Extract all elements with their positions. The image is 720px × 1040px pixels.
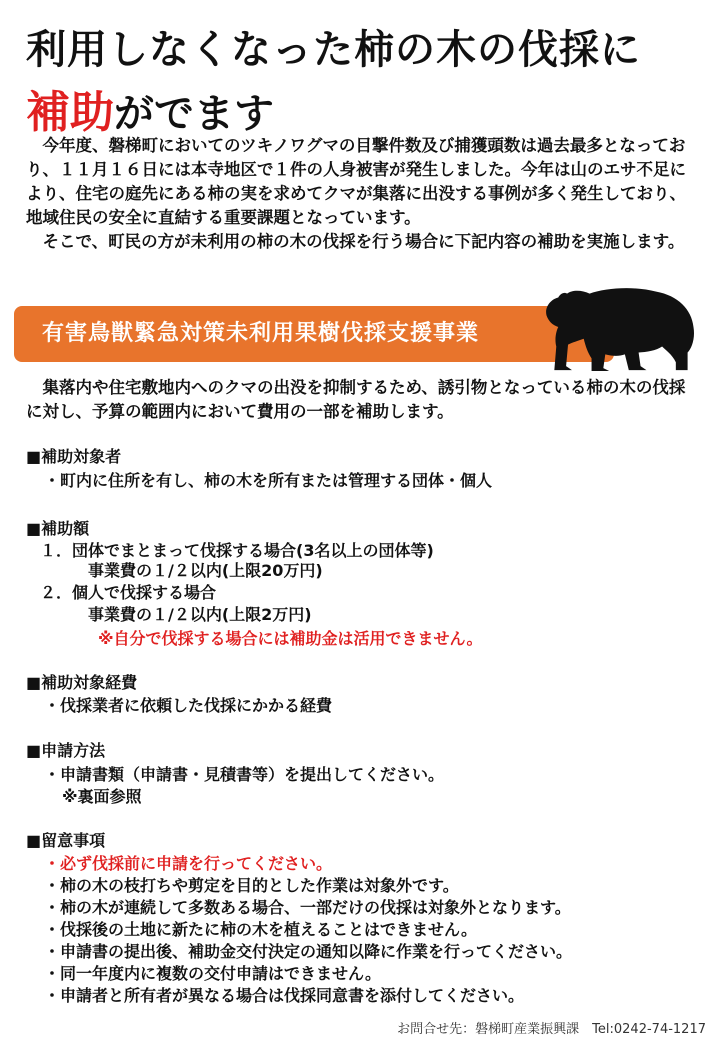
notes-item: ・必ず伐採前に申請を行ってください。: [44, 854, 333, 873]
amount-item-1: １．団体でまとまって伐採する場合(3名以上の団体等): [40, 541, 434, 560]
program-banner: [14, 306, 614, 362]
notes-item: ・申請者と所有者が異なる場合は伐採同意書を添付してください。: [44, 986, 525, 1005]
amount-item-1-detail: 事業費の１/２以内(上限20万円): [88, 561, 323, 580]
section-heading-amount: ■補助額: [26, 519, 90, 538]
amount-note: ※自分で伐採する場合には補助金は活用できません。: [98, 629, 483, 648]
apply-item: ・申請書類（申請書・見積書等）を提出してください。: [44, 765, 445, 784]
target-item: ・町内に住所を有し、柿の木を所有または管理する団体・個人: [44, 471, 493, 490]
title-highlight: 補助: [26, 87, 114, 138]
intro-text: [26, 134, 686, 254]
contact-footer: お問合せ先：磐梯町産業振興課 Tel:0242-74-1217: [397, 1022, 706, 1037]
notes-item: ・申請書の提出後、補助金交付決定の通知以降に作業を行ってください。: [44, 942, 573, 961]
page-title-line2: [26, 76, 274, 140]
bear-icon: [540, 276, 698, 374]
intro-paragraph-2: そこで、町民の方が未利用の柿の木の伐採を行う場合に下記内容の補助を実施します。: [42, 232, 685, 251]
section-heading-notes: ■留意事項: [26, 831, 106, 850]
intro-paragraph-1: 今年度、磐梯町においてのツキノワグマの目撃件数及び捕獲頭数は過去最多となっており、１１月１６日には本寺地区で１件の人身被害が発生しました。今年は山のエサ不足により、住宅の庭先にある柿の実を求めてクマが集落に出没する事例が多く発生しており、地域住民の安全に直結する重要課題となっています。: [26, 136, 686, 227]
amount-item-2-detail: 事業費の１/２以内(上限2万円): [88, 605, 312, 624]
section-heading-apply: ■申請方法: [26, 741, 106, 760]
lead-paragraph: 集落内や住宅敷地内へのクマの出没を抑制するため、誘引物となっている柿の木の伐採に対し、予算の範囲内において費用の一部を補助します。: [26, 378, 686, 421]
program-banner-label: 有害鳥獣緊急対策未利用果樹伐採支援事業: [42, 321, 480, 346]
apply-note: ※裏面参照: [62, 787, 142, 806]
notes-item: ・柿の木の枝打ちや剪定を目的とした作業は対象外です。: [44, 876, 459, 895]
notes-item: ・同一年度内に複数の交付申請はできません。: [44, 964, 381, 983]
expenses-item: ・伐採業者に依頼した伐採にかかる経費: [44, 696, 333, 715]
title-line2-rest: がでます: [114, 91, 274, 137]
section-heading-expenses: ■補助対象経費: [26, 673, 138, 692]
page-title-line1: 利用しなくなった柿の木の伐採に: [26, 27, 641, 73]
notes-item: ・柿の木が連続して多数ある場合、一部だけの伐採は対象外となります。: [44, 898, 571, 917]
amount-item-2: ２．個人で伐採する場合: [40, 583, 217, 602]
notes-item: ・伐採後の土地に新たに柿の木を植えることはできません。: [44, 920, 477, 939]
section-heading-target: ■補助対象者: [26, 447, 122, 466]
